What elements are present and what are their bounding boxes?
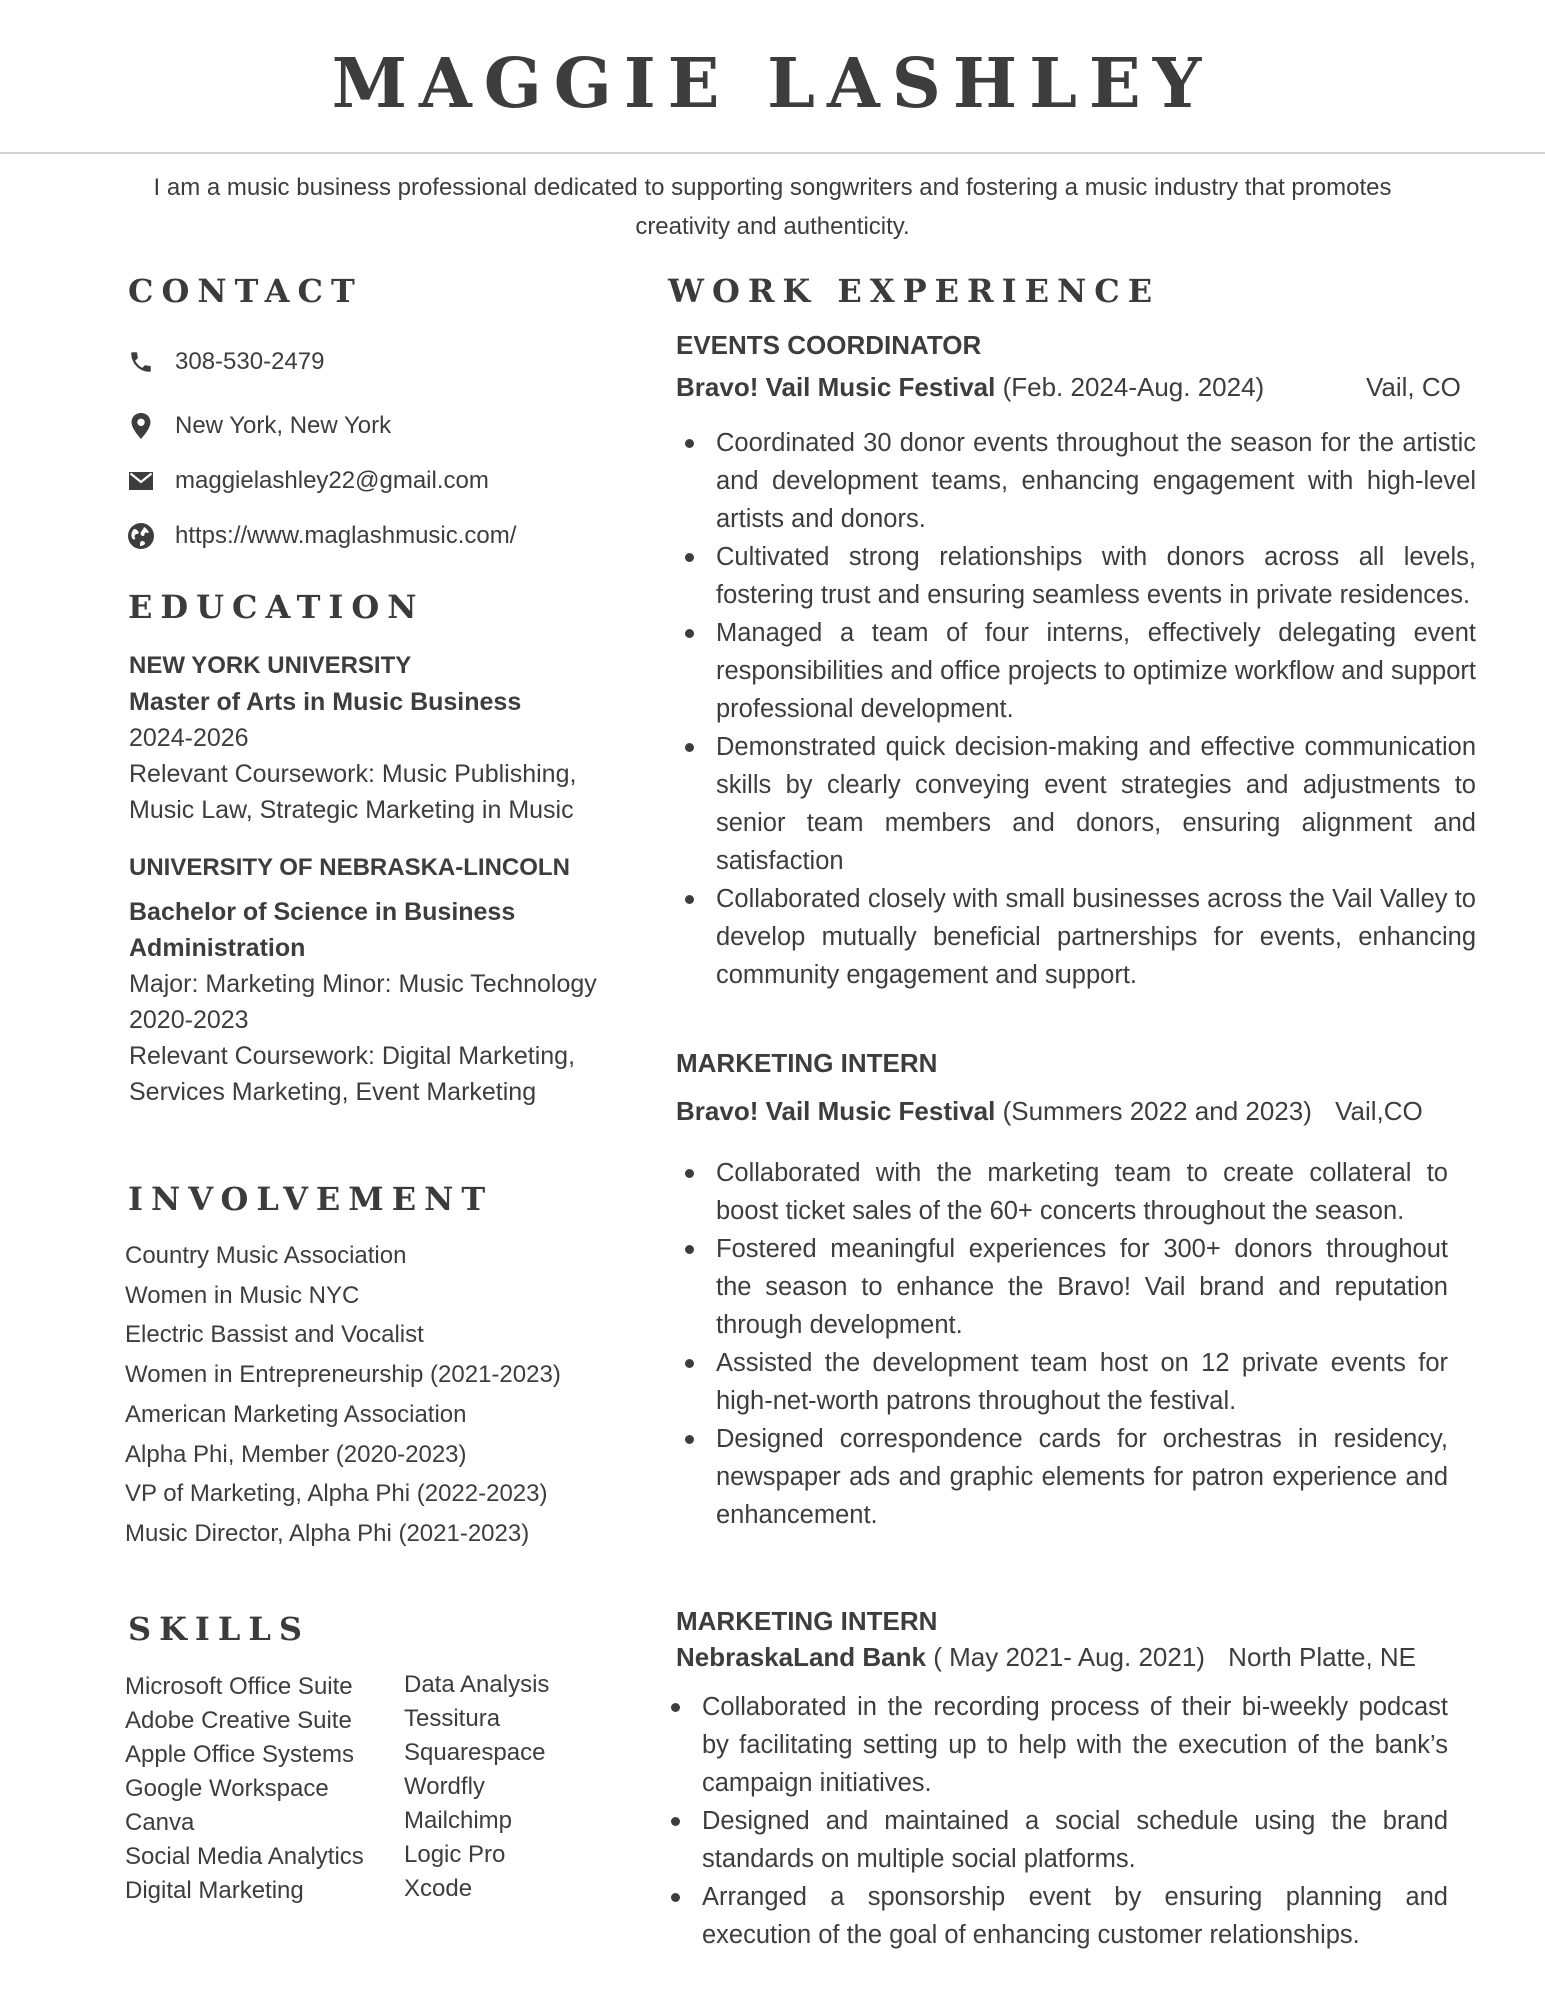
contact-location-text: New York, New York bbox=[175, 412, 392, 439]
job-bullets bbox=[676, 1154, 1448, 1534]
skill-item: Digital Marketing bbox=[125, 1877, 304, 1904]
job-location: North Platte, NE bbox=[1228, 1642, 1417, 1672]
list-item: Cultivated strong relationships with donors across all levels, fostering trust and ensuring seamless events in private residences. bbox=[676, 538, 1476, 614]
list-item: Music Director, Alpha Phi (2021-2023) bbox=[125, 1519, 530, 1547]
job-organization: Bravo! Vail Music Festival bbox=[676, 372, 996, 402]
job-bullets bbox=[662, 1688, 1448, 1954]
education-coursework: Relevant Coursework: Digital Marketing, Services Marketing, Event Marketing bbox=[129, 1042, 576, 1106]
list-item: Designed correspondence cards for orchestras in residency, newspaper ads and graphic elements for patron experience and enhancement. bbox=[676, 1420, 1448, 1534]
job-meta bbox=[676, 1096, 1423, 1127]
skill-item: Tessitura bbox=[404, 1705, 501, 1732]
list-item: Coordinated 30 donor events throughout the season for the artistic and development teams, enhancing engagement with high-level artists and donors. bbox=[676, 424, 1476, 538]
job-dates: ( May 2021- Aug. 2021) bbox=[933, 1642, 1205, 1672]
contact-heading: CONTACT bbox=[128, 272, 363, 310]
list-item: Designed and maintained a social schedule using the brand standards on multiple social platforms. bbox=[662, 1802, 1448, 1878]
involvement-list bbox=[125, 1236, 561, 1554]
list-item: Collaborated in the recording process of their bi-weekly podcast by facilitating setting up to help with the execution of the bank’s campaign initiatives. bbox=[662, 1688, 1448, 1802]
education-entry-unl bbox=[129, 850, 659, 1110]
list-item: Country Music Association bbox=[125, 1242, 407, 1269]
skill-item: Xcode bbox=[404, 1875, 473, 1902]
list-item: Collaborated closely with small businesses across the Vail Valley to develop mutually beneficial partnerships for events, enhancing community engagement and support. bbox=[676, 880, 1476, 994]
contact-email-text: maggielashley22@gmail.com bbox=[175, 467, 489, 494]
job-location: Vail,CO bbox=[1335, 1096, 1423, 1126]
envelope-icon bbox=[126, 466, 156, 496]
resume-name: MAGGIE LASHLEY bbox=[331, 44, 1214, 124]
list-item: Demonstrated quick decision-making and effective communication skills by clearly conveying event strategies and adjustments to senior team members and donors, ensuring alignment and satisfaction bbox=[676, 728, 1476, 880]
contact-phone-text: 308-530-2479 bbox=[175, 348, 325, 375]
skill-item: Apple Office Systems bbox=[125, 1741, 354, 1768]
list-item: Women in Music NYC bbox=[125, 1281, 360, 1309]
education-major: Major: Marketing Minor: Music Technology bbox=[129, 970, 597, 998]
job-meta bbox=[676, 1642, 1416, 1673]
list-item: Assisted the development team host on 12 private events for high-net-worth patrons throughout the festival. bbox=[676, 1344, 1448, 1420]
list-item: Alpha Phi, Member (2020-2023) bbox=[125, 1440, 467, 1468]
education-dates: 2024-2026 bbox=[129, 724, 249, 752]
job-dates: (Summers 2022 and 2023) bbox=[1002, 1096, 1312, 1126]
job-meta bbox=[676, 372, 1461, 403]
skill-item: Mailchimp bbox=[404, 1807, 513, 1834]
job-dates: (Feb. 2024-Aug. 2024) bbox=[1002, 372, 1265, 402]
job-organization: Bravo! Vail Music Festival bbox=[676, 1096, 996, 1126]
header-divider bbox=[0, 152, 1545, 154]
skills-heading: SKILLS bbox=[128, 1610, 310, 1648]
education-dates: 2020-2023 bbox=[129, 1006, 249, 1034]
globe-icon bbox=[126, 521, 156, 551]
job-title: MARKETING INTERN bbox=[676, 1606, 938, 1636]
involvement-heading: INVOLVEMENT bbox=[128, 1180, 494, 1218]
list-item: American Marketing Association bbox=[125, 1400, 467, 1428]
education-heading: EDUCATION bbox=[128, 588, 425, 626]
list-item: Women in Entrepreneurship (2021-2023) bbox=[125, 1361, 561, 1389]
skill-item: Social Media Analytics bbox=[125, 1843, 364, 1870]
profile-summary: I am a music business professional dedicated to supporting songwriters and fostering a music industry that promotes creativity and authenticity. bbox=[153, 174, 1392, 240]
contact-website-text: https://www.maglashmusic.com/ bbox=[175, 522, 517, 549]
contact-website[interactable] bbox=[126, 518, 516, 554]
skills-column-2 bbox=[404, 1668, 549, 1906]
school-name: NEW YORK UNIVERSITY bbox=[129, 652, 412, 679]
degree-name: Master of Arts in Music Business bbox=[129, 688, 522, 716]
job-title: EVENTS COORDINATOR bbox=[676, 330, 982, 360]
education-coursework: Relevant Coursework: Music Publishing, Music Law, Strategic Marketing in Music bbox=[129, 760, 577, 824]
job-location: Vail, CO bbox=[1366, 372, 1461, 402]
school-name: UNIVERSITY OF NEBRASKA-LINCOLN bbox=[129, 854, 570, 881]
skill-item: Data Analysis bbox=[404, 1671, 550, 1698]
location-pin-icon bbox=[126, 411, 156, 441]
list-item: Managed a team of four interns, effectively delegating event responsibilities and office projects to optimize workflow and support professional development. bbox=[676, 614, 1476, 728]
skill-item: Adobe Creative Suite bbox=[125, 1707, 352, 1734]
contact-email[interactable] bbox=[126, 463, 489, 499]
skill-item: Canva bbox=[125, 1809, 195, 1836]
education-entry-nyu bbox=[129, 648, 639, 828]
list-item: VP of Marketing, Alpha Phi (2022-2023) bbox=[125, 1480, 548, 1508]
skill-item: Squarespace bbox=[404, 1739, 546, 1766]
contact-location bbox=[126, 408, 391, 444]
list-item: Arranged a sponsorship event by ensuring planning and execution of the goal of enhancing customer relationships. bbox=[662, 1878, 1448, 1954]
degree-name: Bachelor of Science in Business Administration bbox=[129, 898, 516, 962]
skill-item: Microsoft Office Suite bbox=[125, 1673, 353, 1700]
job-title: MARKETING INTERN bbox=[676, 1048, 938, 1078]
list-item: Electric Bassist and Vocalist bbox=[125, 1321, 424, 1349]
skills-column-1 bbox=[125, 1670, 364, 1908]
job-organization: NebraskaLand Bank bbox=[676, 1642, 926, 1672]
work-experience-heading: WORK EXPERIENCE bbox=[668, 272, 1161, 310]
contact-phone bbox=[126, 344, 324, 380]
list-item: Collaborated with the marketing team to create collateral to boost ticket sales of the 60+ concerts throughout the season. bbox=[676, 1154, 1448, 1230]
phone-icon bbox=[126, 347, 156, 377]
skill-item: Google Workspace bbox=[125, 1775, 329, 1802]
list-item: Fostered meaningful experiences for 300+ donors throughout the season to enhance the Bravo! Vail brand and reputation through development. bbox=[676, 1230, 1448, 1344]
skill-item: Logic Pro bbox=[404, 1841, 506, 1868]
job-bullets bbox=[676, 424, 1476, 994]
skill-item: Wordfly bbox=[404, 1773, 485, 1800]
